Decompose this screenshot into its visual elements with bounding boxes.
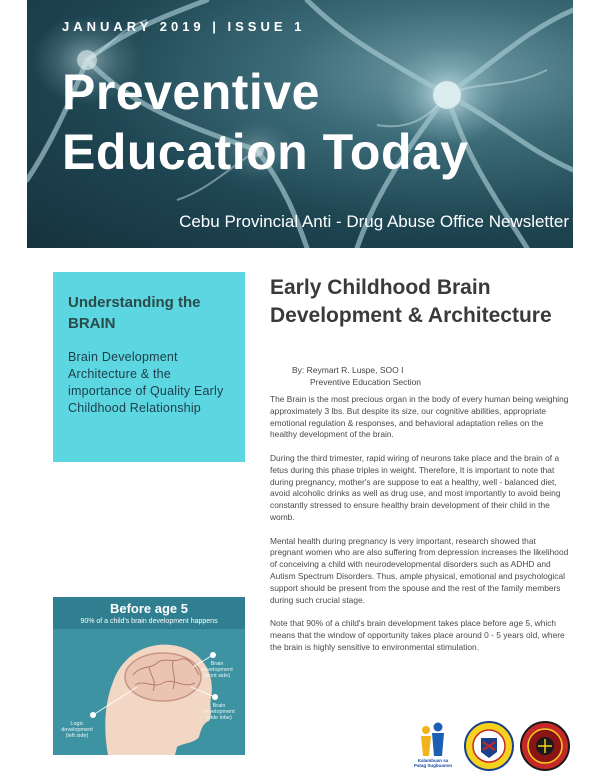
brain-label-right-top: Brain development (front side): [201, 661, 233, 679]
newsletter-title: [62, 62, 469, 182]
title-line-2: Education Today: [62, 124, 469, 180]
province-seal-icon: [465, 722, 513, 770]
brain-development-image: [53, 597, 245, 755]
title-line-1: Preventive: [62, 64, 320, 120]
article-paragraph: During the third trimester, rapid wiring of neurons take place and the brain of a fetus during this phase triples in weight. Therefore, It is important to note that during pregnancy, mother's are suppose to eat a healthy, well - balanced diet, avoid alcoholic drinks as well as drug use, and most importantly to avoid being constantly stressed to ensure healthy brain development of their child in the womb.: [270, 452, 561, 522]
byline-author: By: Reymart R. Luspe, SOO I: [292, 365, 404, 375]
article-byline: [292, 364, 421, 388]
brain-label-right-bottom: Brain development (side lobe): [203, 703, 235, 721]
family-logo-icon: [421, 723, 444, 757]
office-seal-icon: [521, 722, 569, 770]
brain-label-left: Logic development (left side): [61, 721, 93, 739]
logo-caption: Kalambuan sa Patag Sugbuanon: [413, 758, 453, 768]
article-paragraph: Note that 90% of a child's brain development takes place before age 5, which means that the window of opportunity takes place around 0 - 5 years old, where the brain is highly sensitive to environmental stimulation.: [270, 618, 565, 652]
brain-figure-heading: Before age 5: [109, 601, 189, 616]
article-paragraph: The Brain is the most precious organ in the body of every human being weighing approximately 3 lbs. But despite its size, our cognitive abilities, appropriate emotional regulation & responses, and behavioral adaptation relies on the healthy development of the brain.: [270, 394, 569, 440]
sidebar-box: [53, 272, 245, 462]
newsletter-subtitle: Cebu Provincial Anti - Drug Abuse Office Newsletter: [179, 212, 569, 231]
sidebar-title: Understanding the BRAIN: [68, 294, 201, 332]
article-paragraph: Mental health during pregnancy is very important, research showed that pregnant women who are also suffering from depression increases the likelihood of conceiving a child with neurodevelopmental disorders such as ADHD and Autism Spectrum Disorders. Thus, ample physical, emotional and psychological support should be present from the spouse and the rest of the family members during such crucial stage.: [270, 535, 569, 605]
hero-banner: [27, 0, 573, 248]
brain-figure-subheading: 90% of a child's brain development happens: [80, 618, 218, 625]
article-body: [270, 394, 570, 665]
issue-line: JANUARY 2019 | ISSUE 1: [62, 19, 306, 34]
logo-strip: [412, 718, 572, 774]
article-title: Early Childhood Brain Development & Architecture: [270, 276, 552, 327]
sidebar-text: Brain Development Architecture & the importance of Quality Early Childhood Relationship: [68, 350, 224, 415]
byline-section: Preventive Education Section: [310, 377, 422, 387]
